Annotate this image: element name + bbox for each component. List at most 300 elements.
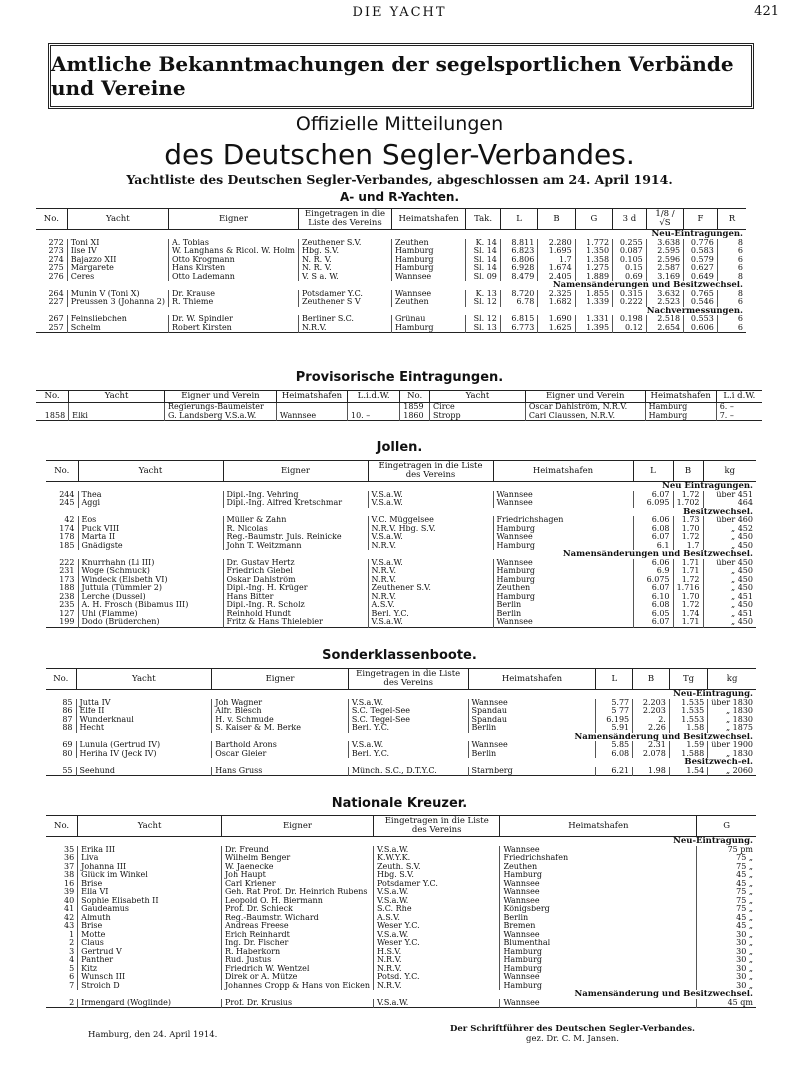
table-cell: „ 1875 (708, 724, 756, 733)
table-cell: Wannsee (468, 741, 596, 750)
table-cell: Weser Y.C. (373, 939, 499, 948)
column-header: G (697, 816, 756, 837)
table-bottom-rule (36, 421, 762, 423)
table-cell: 0.198 (613, 315, 647, 324)
table-cell: 6.823 (500, 247, 537, 256)
table-cell: Otto Lademann (168, 273, 298, 282)
section-label: Neu-Eintragung. (673, 836, 753, 846)
table-cell: Irmengard (Woglinde) (78, 999, 222, 1008)
table-cell: 0.15 (613, 264, 647, 273)
table-cell: Hans Bitter (223, 593, 368, 602)
table-row (46, 491, 756, 500)
column-header: B (633, 669, 670, 690)
column-header: No. (36, 391, 69, 403)
table-cell: 6.06 (633, 516, 673, 525)
section-label: Besitzwechsel. (683, 507, 753, 516)
section-row (46, 733, 756, 742)
table-cell: Oscar Dahlström, N.R.V. (525, 403, 645, 412)
subtitle: Yachtliste des Deutschen Segler-Verbandes, abgeschlossen am 24. April 1914. (126, 172, 673, 187)
table-cell: V.S.a.W. (368, 499, 493, 508)
table-cell: Jutta IV (76, 699, 212, 708)
table-cell: Hamburg (500, 948, 697, 957)
table-cell: Hbg. S.V. (373, 871, 499, 880)
table-row (46, 741, 756, 750)
table-cell: 0.255 (613, 239, 647, 248)
table-cell: 2.280 (538, 239, 575, 248)
table-cell: Glück im Winkel (78, 871, 222, 880)
table-cell: 231 (59, 567, 75, 575)
table-cell: 88 (62, 724, 73, 732)
table-cell: 1.98 (633, 767, 670, 776)
table-cell: 173 (59, 575, 75, 584)
table-cell: 6.08 (633, 525, 673, 534)
table-cell: 1.59 (669, 741, 707, 750)
table-cell: Ella VI (78, 888, 222, 897)
table-cell: N.R.V. (373, 956, 499, 965)
table-cell: Ceres (67, 273, 168, 282)
table-cell: Hamburg (391, 247, 465, 256)
bottom-rule (36, 333, 746, 335)
table-cell: „ 450 (703, 533, 756, 542)
table-row (46, 584, 756, 593)
table-cell: Spandau (468, 716, 596, 725)
table-cell: Starnberg (468, 767, 596, 776)
table-cell: 6 (717, 324, 746, 333)
table-cell: Eos (78, 516, 223, 525)
table-row (46, 871, 756, 880)
table-cell: Hamburg (500, 965, 697, 974)
table-cell: 8.811 (500, 239, 537, 248)
table-row (46, 905, 756, 914)
table-cell: S.C. Tegel-See (348, 707, 468, 716)
table-cell: „ 1830 (708, 707, 756, 716)
table-row (46, 559, 756, 568)
table-cell: 6.07 (633, 533, 673, 542)
table-cell: 6 (717, 256, 746, 265)
table-cell: über 451 (703, 491, 756, 500)
running-title: DIE YACHT (352, 5, 447, 20)
table-row (46, 888, 756, 897)
table-cell: 1.71 (673, 559, 703, 568)
table-cell: Zeuthen (493, 584, 633, 593)
column-header: B (673, 461, 703, 482)
table-cell: N. R. V. (299, 264, 392, 273)
section-label: Namensänderung und Besitzwechsel. (574, 990, 753, 999)
table-cell: Zeuth. S.V. (373, 863, 499, 872)
table-cell: 6.08 (596, 750, 633, 759)
table-cell: Wannsee (493, 618, 633, 627)
table-cell: Wannsee (391, 290, 465, 299)
table-cell: Kitz (78, 965, 222, 974)
table-bottom-rule (36, 333, 746, 335)
section-label: Namensänderungen und Besitzwechsel. (562, 550, 753, 559)
column-header: Eigner und Verein (525, 391, 645, 403)
table-cell: Ing. Dr. Fischer (221, 939, 373, 948)
footer-place-date: Hamburg, den 24. April 1914. (88, 1030, 218, 1040)
table-cell: „ 2060 (708, 767, 756, 776)
table-cell: 2.405 (538, 273, 575, 282)
table-cell: Hamburg (500, 871, 697, 880)
table-row (46, 601, 756, 610)
table-cell: 1.682 (538, 298, 575, 307)
table-cell: über 1900 (708, 741, 756, 750)
table-cell: Juttula (Tümmler 2) (78, 584, 223, 593)
table-row (46, 525, 756, 534)
header-row (36, 209, 746, 230)
table-cell: 30 „ (697, 973, 756, 982)
table-cell: 0.627 (684, 264, 718, 273)
table-cell: über 1830 (708, 699, 756, 708)
table-row (36, 247, 746, 256)
column-header: L (500, 209, 537, 230)
table-cell: 6.195 (596, 716, 633, 725)
table-cell: 273 (48, 247, 64, 255)
table-cell: 30 „ (697, 982, 756, 991)
table-cell: 188 (59, 584, 75, 592)
column-header: kg (708, 669, 756, 690)
table-cell: 30 „ (697, 939, 756, 948)
table-row (46, 948, 756, 957)
bottom-rule (46, 1008, 756, 1010)
table-cell: Direk or A. Mützе (221, 973, 373, 982)
table-row (46, 965, 756, 974)
table-cell: 264 (48, 289, 64, 298)
table-cell: Hamburg (391, 264, 465, 273)
table-cell: Hamburg (391, 324, 465, 333)
table-cell: 1.58 (669, 724, 707, 733)
table-cell: Sl. 14 (466, 264, 501, 273)
column-header: No. (36, 209, 67, 230)
table-cell: 1.535 (669, 699, 707, 708)
table-row (46, 956, 756, 965)
column-header: L.i d.W. (716, 391, 762, 403)
table-cell: W. Langhans & Ricol. W. Holm (168, 247, 298, 256)
table-row (46, 922, 756, 931)
jollen-title: Jollen. (376, 440, 423, 455)
banner-title: Amtliche Bekanntmachungen der segelsportlichen Verbände und Vereine (48, 43, 754, 109)
bottom-rule (36, 421, 762, 423)
table-cell: 1.674 (538, 264, 575, 273)
table-cell: 6.07 (633, 618, 673, 627)
sonder-title: Sonderklassenboote. (322, 648, 477, 663)
table-cell: Barthold Arons (212, 741, 349, 750)
table-cell: Wannsee (468, 699, 596, 708)
column-header: Tak. (466, 209, 501, 230)
table-cell: 5.91 (596, 724, 633, 733)
column-header: L (633, 461, 673, 482)
table-row (46, 880, 756, 889)
table-cell: V. S a. W. (299, 273, 392, 282)
kreuzer-table (46, 815, 756, 1009)
table-bottom-rule (46, 776, 756, 778)
table-cell: 0.553 (684, 315, 718, 324)
column-header: Yacht (69, 391, 165, 403)
table-row (46, 567, 756, 576)
table-cell: 5.77 (596, 699, 633, 708)
table-cell: 3.632 (646, 290, 683, 299)
table-cell: Dipl.-Ing. Vehring (223, 491, 368, 500)
table-cell: Fritz & Hans Thielebier (223, 618, 368, 627)
table-cell: 6.08 (633, 601, 673, 610)
table-cell: Brise (78, 922, 222, 931)
page-number: 421 (754, 4, 779, 19)
table-cell: Berlin (468, 724, 596, 733)
table-row (36, 256, 746, 265)
table-cell: „ 451 (703, 593, 756, 602)
table-cell: Friedrichshafen (500, 854, 697, 863)
table-row (46, 707, 756, 716)
table-cell: 1.350 (575, 247, 612, 256)
table-cell: John T. Weitzmann (223, 542, 368, 551)
table-cell: N.R.V. (373, 965, 499, 974)
table-cell: 5 (69, 964, 75, 973)
title-line-1: Offizielle Mitteilungen (295, 113, 504, 135)
bottom-rule (46, 627, 756, 629)
table-cell: Münch. S.C., D.T.Y.C. (348, 767, 468, 776)
table-row (36, 412, 762, 421)
table-cell: Dodo (Brüderchen) (78, 618, 223, 627)
table-cell: Wannsee (500, 880, 697, 889)
table-cell: 238 (59, 592, 75, 601)
table-cell: Hans Kirsten (168, 264, 298, 273)
table-cell: 6 (717, 298, 746, 307)
table-cell: Preussen 3 (Johanna 2) (67, 298, 168, 307)
table-cell: Friedrich W. Wentzel (221, 965, 373, 974)
table-cell: Johanna III (78, 863, 222, 872)
table-cell: 267 (48, 315, 64, 323)
table-cell: 45 „ (697, 880, 756, 889)
table-cell: Claus (78, 939, 222, 948)
table-row (46, 982, 756, 991)
table-cell: S.C. Rhe (373, 905, 499, 914)
column-header: Eingetragen in die Liste des Vereins (348, 669, 468, 690)
section-label: Nachvermessungen. (646, 306, 743, 315)
column-header: 1/8 / √S (646, 209, 683, 230)
table-cell: R. Nicolas (223, 525, 368, 534)
table-cell: 1.855 (575, 290, 612, 299)
table-cell: V.S.a.W. (368, 618, 493, 627)
section-label: Namensänderungen und Besitzwechsel. (552, 281, 743, 290)
table-cell: 6 (717, 264, 746, 273)
column-header: F (684, 209, 718, 230)
table-cell: Margarete (67, 264, 168, 273)
table-cell: 1.70 (673, 593, 703, 602)
table-row (36, 239, 746, 248)
column-header: Heimatshafen (276, 391, 347, 403)
table-cell: 1.71 (673, 567, 703, 576)
column-header: kg (703, 461, 756, 482)
table-cell: Sophie Elisabeth II (78, 897, 222, 906)
table-cell: 1.71 (673, 618, 703, 627)
table-row (46, 931, 756, 940)
table-cell: 3 (69, 947, 75, 956)
section-row (36, 281, 746, 290)
header-row (46, 816, 756, 837)
table-cell: 75 „ (697, 888, 756, 897)
table-cell: 0.583 (684, 247, 718, 256)
table-cell: 85 (62, 698, 73, 707)
table-cell: 6.21 (596, 767, 633, 776)
table-cell: 8 (717, 273, 746, 282)
table-cell: N.R.V. (373, 982, 499, 991)
sonder-table (46, 668, 756, 777)
table-cell: Hecht (76, 724, 212, 733)
table-cell: 227 (48, 298, 64, 306)
table-cell: Berliner S.C. (299, 315, 392, 324)
table-cell: Rud. Justus (221, 956, 373, 965)
table-cell: Hamburg (493, 542, 633, 551)
table-cell: 1.7 (538, 256, 575, 265)
table-cell: 30 „ (697, 956, 756, 965)
table-cell: 7 (69, 981, 75, 990)
table-cell: „ 1830 (708, 716, 756, 725)
table-cell: Almuth (78, 914, 222, 923)
table-row (36, 290, 746, 299)
column-header: No. (400, 391, 430, 403)
column-header: Yacht (78, 461, 223, 482)
table-row (36, 298, 746, 307)
table-cell: Wannsee (493, 491, 633, 500)
table-cell: 42 (63, 913, 75, 922)
table-cell: 75 pm (697, 846, 756, 855)
table-cell: 1.395 (575, 324, 612, 333)
table-cell: Potsdamer Y.C. (299, 290, 392, 299)
column-header: Eingetragen in die Liste des Vereins (368, 461, 493, 482)
table-cell: H. v. Schmude (212, 716, 349, 725)
table-cell: 69 (62, 741, 73, 749)
table-cell: Oskar Dahlström (223, 576, 368, 585)
table-cell: 42 (64, 516, 75, 524)
table-cell: V.S.a.W. (373, 999, 499, 1008)
table-row (46, 542, 756, 551)
table-cell: 1.339 (575, 298, 612, 307)
table-cell: 244 (59, 490, 75, 499)
table-cell: Wannsee (493, 559, 633, 568)
table-cell (69, 403, 165, 412)
footer-signature (450, 1024, 695, 1044)
table-cell: Hamburg (500, 982, 697, 991)
table-cell: 6.928 (500, 264, 537, 273)
table-cell: Dr. Gustav Hertz (223, 559, 368, 568)
table-cell: „ 1830 (708, 750, 756, 759)
table-cell: 178 (59, 533, 75, 541)
table-cell: Hamburg (391, 256, 465, 265)
table-cell: 30 „ (697, 965, 756, 974)
section-row (46, 837, 756, 846)
table-cell: Wannsee (500, 931, 697, 940)
table-cell: Berlin (493, 601, 633, 610)
header-row (46, 669, 756, 690)
table-cell: K.W.Y.K. (373, 854, 499, 863)
table-cell: 2.587 (646, 264, 683, 273)
table-cell: K. 14 (466, 239, 501, 248)
table-cell: Friedrichshagen (493, 516, 633, 525)
table-cell: 36 (63, 854, 75, 862)
table-cell: 275 (48, 264, 64, 272)
table-cell: V.S.a.W. (348, 741, 468, 750)
table-cell: Regierungs-Baumeister (164, 403, 276, 412)
table-cell: Wannsee (493, 499, 633, 508)
table-cell: Geh. Rat Prof. Dr. Heinrich Rubens (221, 888, 373, 897)
table-cell: 75 „ (697, 897, 756, 906)
table-cell: 276 (48, 272, 64, 281)
column-header: B (538, 209, 575, 230)
bottom-rule (46, 776, 756, 778)
table-cell: Hamburg (493, 567, 633, 576)
table-cell: Marta II (78, 533, 223, 542)
table-cell: Erich Reinhardt (221, 931, 373, 940)
table-cell: Sl. 09 (466, 273, 501, 282)
column-header: G (575, 209, 612, 230)
table-cell: Potsdamer Y.C. (373, 880, 499, 889)
table-cell: Sl. 12 (466, 315, 501, 324)
section-label: Neu-Eintragung. (673, 689, 753, 699)
section-row (46, 990, 756, 999)
table-cell: Brise (78, 880, 222, 889)
table-row (46, 897, 756, 906)
table-cell: 8.720 (500, 290, 537, 299)
table-cell: Gnädigste (78, 542, 223, 551)
jollen-table (46, 460, 756, 629)
table-cell: 0.649 (684, 273, 718, 282)
table-row (36, 264, 746, 273)
table-cell: Berl. Y.C. (368, 610, 493, 619)
table-cell: 35 (63, 845, 75, 854)
table-cell: 1.625 (538, 324, 575, 333)
column-header: Heimatshafen (500, 816, 697, 837)
table-cell: 1.553 (669, 716, 707, 725)
table-cell: Joh Wagner (212, 699, 349, 708)
table-row (46, 610, 756, 619)
table-cell: Berlin (500, 914, 697, 923)
table-cell: Puck VIII (78, 525, 223, 534)
table-cell: V.S.a.W. (373, 888, 499, 897)
table-cell: 235 (59, 601, 75, 609)
table-cell: Sl. 14 (466, 256, 501, 265)
table-cell: Windeck (Elsbeth VI) (78, 576, 223, 585)
table-cell: 6.075 (633, 576, 673, 585)
table-row (46, 999, 756, 1008)
table-row (46, 846, 756, 855)
table-cell: 39 (63, 888, 75, 896)
table-cell: 1.772 (575, 239, 612, 248)
table-cell: „ 451 (703, 610, 756, 619)
table-cell: 464 (703, 499, 756, 508)
table-cell: 30 „ (697, 948, 756, 957)
table-cell: „ 450 (703, 542, 756, 551)
table-cell: Heriha IV (Jeck IV) (76, 750, 212, 759)
table-row (36, 403, 762, 412)
table-cell: 75 „ (697, 854, 756, 863)
table-cell: 1.716 (673, 584, 703, 593)
table-cell: 6. – (716, 403, 762, 412)
table-cell: Dipl.-Ing. R. Scholz (223, 601, 368, 610)
table-cell: 7. – (716, 412, 762, 421)
table-cell: 6.806 (500, 256, 537, 265)
table-cell: 6.07 (633, 584, 673, 593)
table-cell: Johannes Cropp & Hans von Eicken (221, 982, 373, 991)
table-cell: 1.331 (575, 315, 612, 324)
table-cell: 1 (69, 930, 75, 939)
table-cell: „ 452 (703, 525, 756, 534)
column-header: 3 d (613, 209, 647, 230)
table-cell: Oscar Gleier (212, 750, 349, 759)
table-cell: 1.74 (673, 610, 703, 619)
table-cell: V.S.a.W. (368, 559, 493, 568)
table-cell: Andreas Freese (221, 922, 373, 931)
section-row (46, 482, 756, 491)
table-cell: Wannsee (391, 273, 465, 282)
